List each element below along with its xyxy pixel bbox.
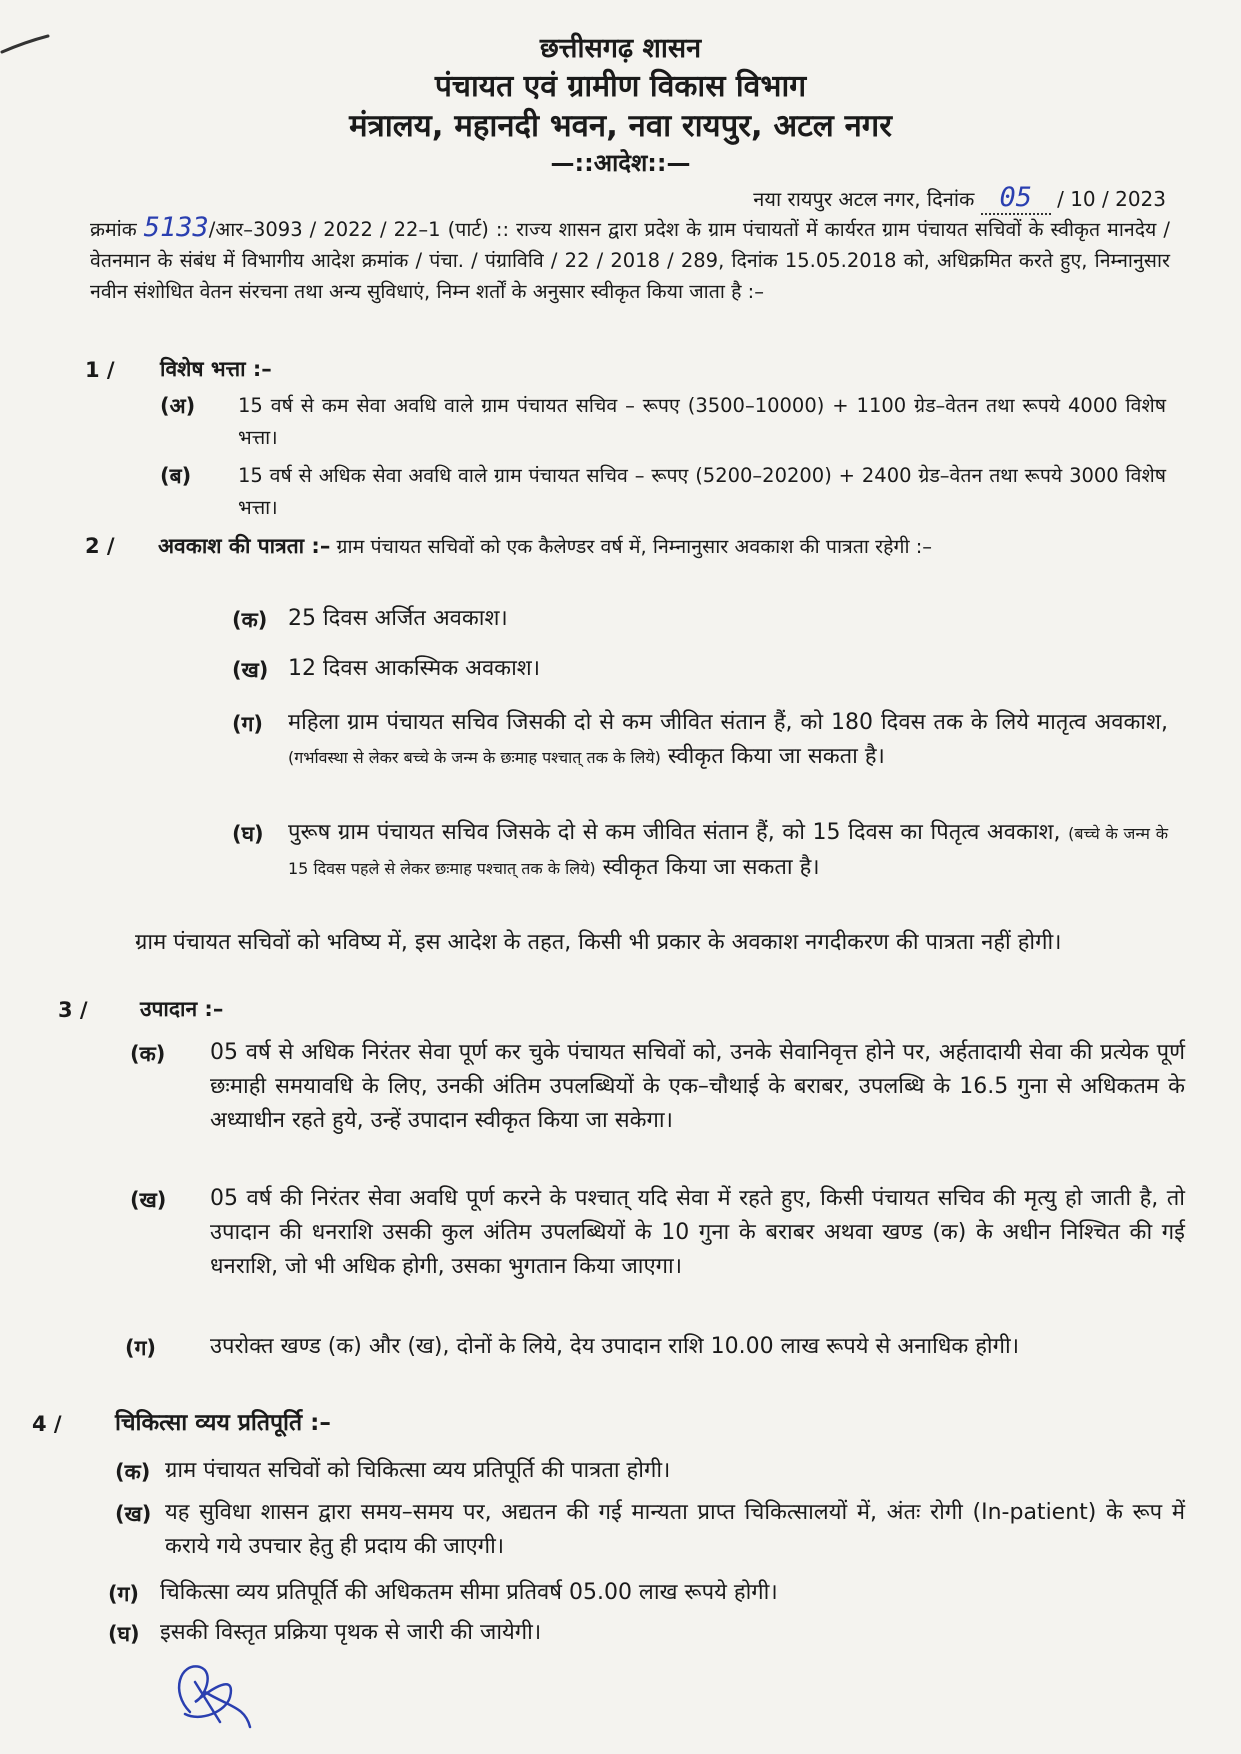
government-name: छत्तीसगढ़ शासन: [539, 33, 702, 64]
section2-number: 2 /: [85, 534, 115, 558]
section4-item1-label: (क): [115, 1460, 151, 1484]
dateline-month-year: / 10 / 2023: [1057, 187, 1166, 211]
section3-item2-text: 05 वर्ष की निरंतर सेवा अवधि पूर्ण करने के पश्चात् यदि सेवा में रहते हुए, किसी पंचायत सचिव की मृत्यु हो जाती है, तो उपादान की धनराशि उसकी कुल अंतिम उपलब्धियों के 10 गुना के बराबर अथवा खण्ड (क) के अधीन निश्चित की गई धनराशि, जो भी अधिक होगी, उसका भुगतान किया जाएगा।: [210, 1186, 1185, 1279]
section2-footer: ग्राम पंचायत सचिवों को भविष्य में, इस आदेश के तहत, किसी भी प्रकार के अवकाश नगदीकरण की पात्रता नहीं होगी।: [135, 930, 1062, 955]
section2-item3-tail: स्वीकृत किया जा सकता है।: [667, 744, 885, 769]
section4-item2-label: (ख): [115, 1502, 152, 1526]
order-title: —::आदेश::—: [550, 149, 691, 177]
dateline-prefix: नया रायपुर अटल नगर, दिनांक: [753, 187, 975, 211]
section1-item2-label: (ब): [160, 464, 192, 488]
section4-number: 4 /: [32, 1412, 62, 1436]
section2-item4-label: (घ): [232, 822, 264, 846]
section4-item2-text: यह सुविधा शासन द्वारा समय–समय पर, अद्यतन की गई मान्यता प्राप्त चिकित्सालयों में, अंतः रोगी (In-patient) के रूप में कराये गये उपचार हेतु ही प्रदाय की जाएगी।: [165, 1500, 1185, 1559]
handwritten-signature: [160, 1652, 270, 1742]
section2-item2-label: (ख): [232, 658, 269, 682]
section4-item3-label: (ग): [108, 1582, 140, 1606]
ministry-address: मंत्रालय, महानदी भवन, नवा रायपुर, अटल नगर: [349, 108, 892, 144]
section2-item3-label: (ग): [232, 712, 264, 736]
section2-item4-text: पुरूष ग्राम पंचायत सचिव जिसके दो से कम जीवित संतान हैं, को 15 दिवस का पितृत्व अवकाश, (बच्चे के जन्म के 15 दिवस पहले से लेकर छःमाह पश्चात् तक के लिये) स्वीकृत किया जा सकता है।: [288, 820, 1168, 880]
section2-item2-text: 12 दिवस आकस्मिक अवकाश।: [288, 656, 541, 681]
section2-item4-note: (बच्चे के जन्म के 15 दिवस पहले से लेकर छःमाह पश्चात् तक के लिये): [288, 824, 1168, 878]
section3-title: उपादान :–: [140, 997, 224, 1021]
section4-item3-text: चिकित्सा व्यय प्रतिपूर्ति की अधिकतम सीमा प्रतिवर्ष 05.00 लाख रूपये होगी।: [160, 1580, 778, 1605]
section1-item2-text: 15 वर्ष से अधिक सेवा अवधि वाले ग्राम पंचायत सचिव – रूपए (5200–20200) + 2400 ग्रेड–वेतन तथा रूपये 3000 विशेष भत्ता।: [238, 464, 1166, 519]
section3-item3-label: (ग): [125, 1336, 157, 1360]
reference-paragraph: [90, 212, 1170, 307]
section3-item1-text: 05 वर्ष से अधिक निरंतर सेवा पूर्ण कर चुके पंचायत सचिवों को, उनके सेवानिवृत्त होने पर, अर्हतादायी सेवा की प्रत्येक पूर्ण छःमाही समयावधि के लिए, उनकी अंतिम उपलब्धियों के एक–चौथाई के बराबर, उपलब्धि के 16.5 गुना से अधिकतम के अध्याधीन रहते हुये, उन्हें उपादान स्वीकृत किया जा सकेगा।: [210, 1040, 1185, 1133]
section2-intro-text: ग्राम पंचायत सचिवों को एक कैलेण्डर वर्ष में, निम्नानुसार अवकाश की पात्रता रहेगी :–: [336, 535, 933, 558]
reference-prefix: क्रमांक: [90, 218, 137, 241]
section2-item4-tail: स्वीकृत किया जा सकता है।: [602, 855, 820, 880]
section4-title: चिकित्सा व्यय प्रतिपूर्ति :–: [115, 1410, 331, 1436]
section2-intro: [90, 530, 1170, 563]
section2-item3-text: महिला ग्राम पंचायत सचिव जिसकी दो से कम जीवित संतान हैं, को 180 दिवस तक के लिये मातृत्व अवकाश, (गर्भावस्था से लेकर बच्चे के जन्म के छःमाह पश्चात् तक के लिये) स्वीकृत किया जा सकता है।: [288, 710, 1168, 769]
section3-number: 3 /: [58, 998, 88, 1022]
section3-item1-label: (क): [130, 1042, 166, 1066]
section2-item3-note: (गर्भावस्था से लेकर बच्चे के जन्म के छःमाह पश्चात् तक के लिये): [288, 748, 661, 767]
section1-number: 1 /: [85, 358, 115, 382]
section4-item4-text: इसकी विस्तृत प्रक्रिया पृथक से जारी की जायेगी।: [160, 1620, 542, 1645]
section1-item1-label: (अ): [160, 394, 196, 418]
handwritten-order-number: 5133: [143, 212, 209, 243]
section1-title: विशेष भत्ता :–: [160, 357, 272, 381]
section3-item2-label: (ख): [130, 1188, 167, 1212]
section3-item3-text: उपरोक्त खण्ड (क) और (ख), दोनों के लिये, देय उपादान राशि 10.00 लाख रूपये से अनाधिक होगी।: [210, 1334, 1020, 1359]
section4-item4-label: (घ): [108, 1622, 140, 1646]
handwritten-day: 05: [981, 182, 1051, 215]
section2-item1-text: 25 दिवस अर्जित अवकाश।: [288, 606, 508, 631]
section2-title: अवकाश की पात्रता :–: [158, 534, 331, 558]
section4-item1-text: ग्राम पंचायत सचिवों को चिकित्सा व्यय प्रतिपूर्ति की पात्रता होगी।: [165, 1458, 671, 1483]
reference-text: /आर–3093 / 2022 / 22–1 (पार्ट) :: राज्य शासन द्वारा प्रदेश के ग्राम पंचायतों में कार्यरत ग्राम पंचायत सचिवों के स्वीकृत मानदेय / वेतनमान के संबंध में विभागीय आदेश क्रमांक / पंचा. / पंग्राविवि / 22 / 2018 / 289, दिनांक 15.05.2018 को, अधिक्रमित करते हुए, निम्नानुसार नवीन संशोधित वेतन संरचना तथा अन्य सुविधाएं, निम्न शर्तों के अनुसार स्वीकृत किया जाता है :–: [90, 218, 1170, 303]
department-name: पंचायत एवं ग्रामीण विकास विभाग: [434, 69, 807, 104]
order-dateline: [753, 182, 1166, 215]
section1-item1-text: 15 वर्ष से कम सेवा अवधि वाले ग्राम पंचायत सचिव – रूपए (3500–10000) + 1100 ग्रेड–वेतन तथा रूपये 4000 विशेष भत्ता।: [238, 394, 1166, 449]
section2-item1-label: (क): [232, 608, 268, 632]
